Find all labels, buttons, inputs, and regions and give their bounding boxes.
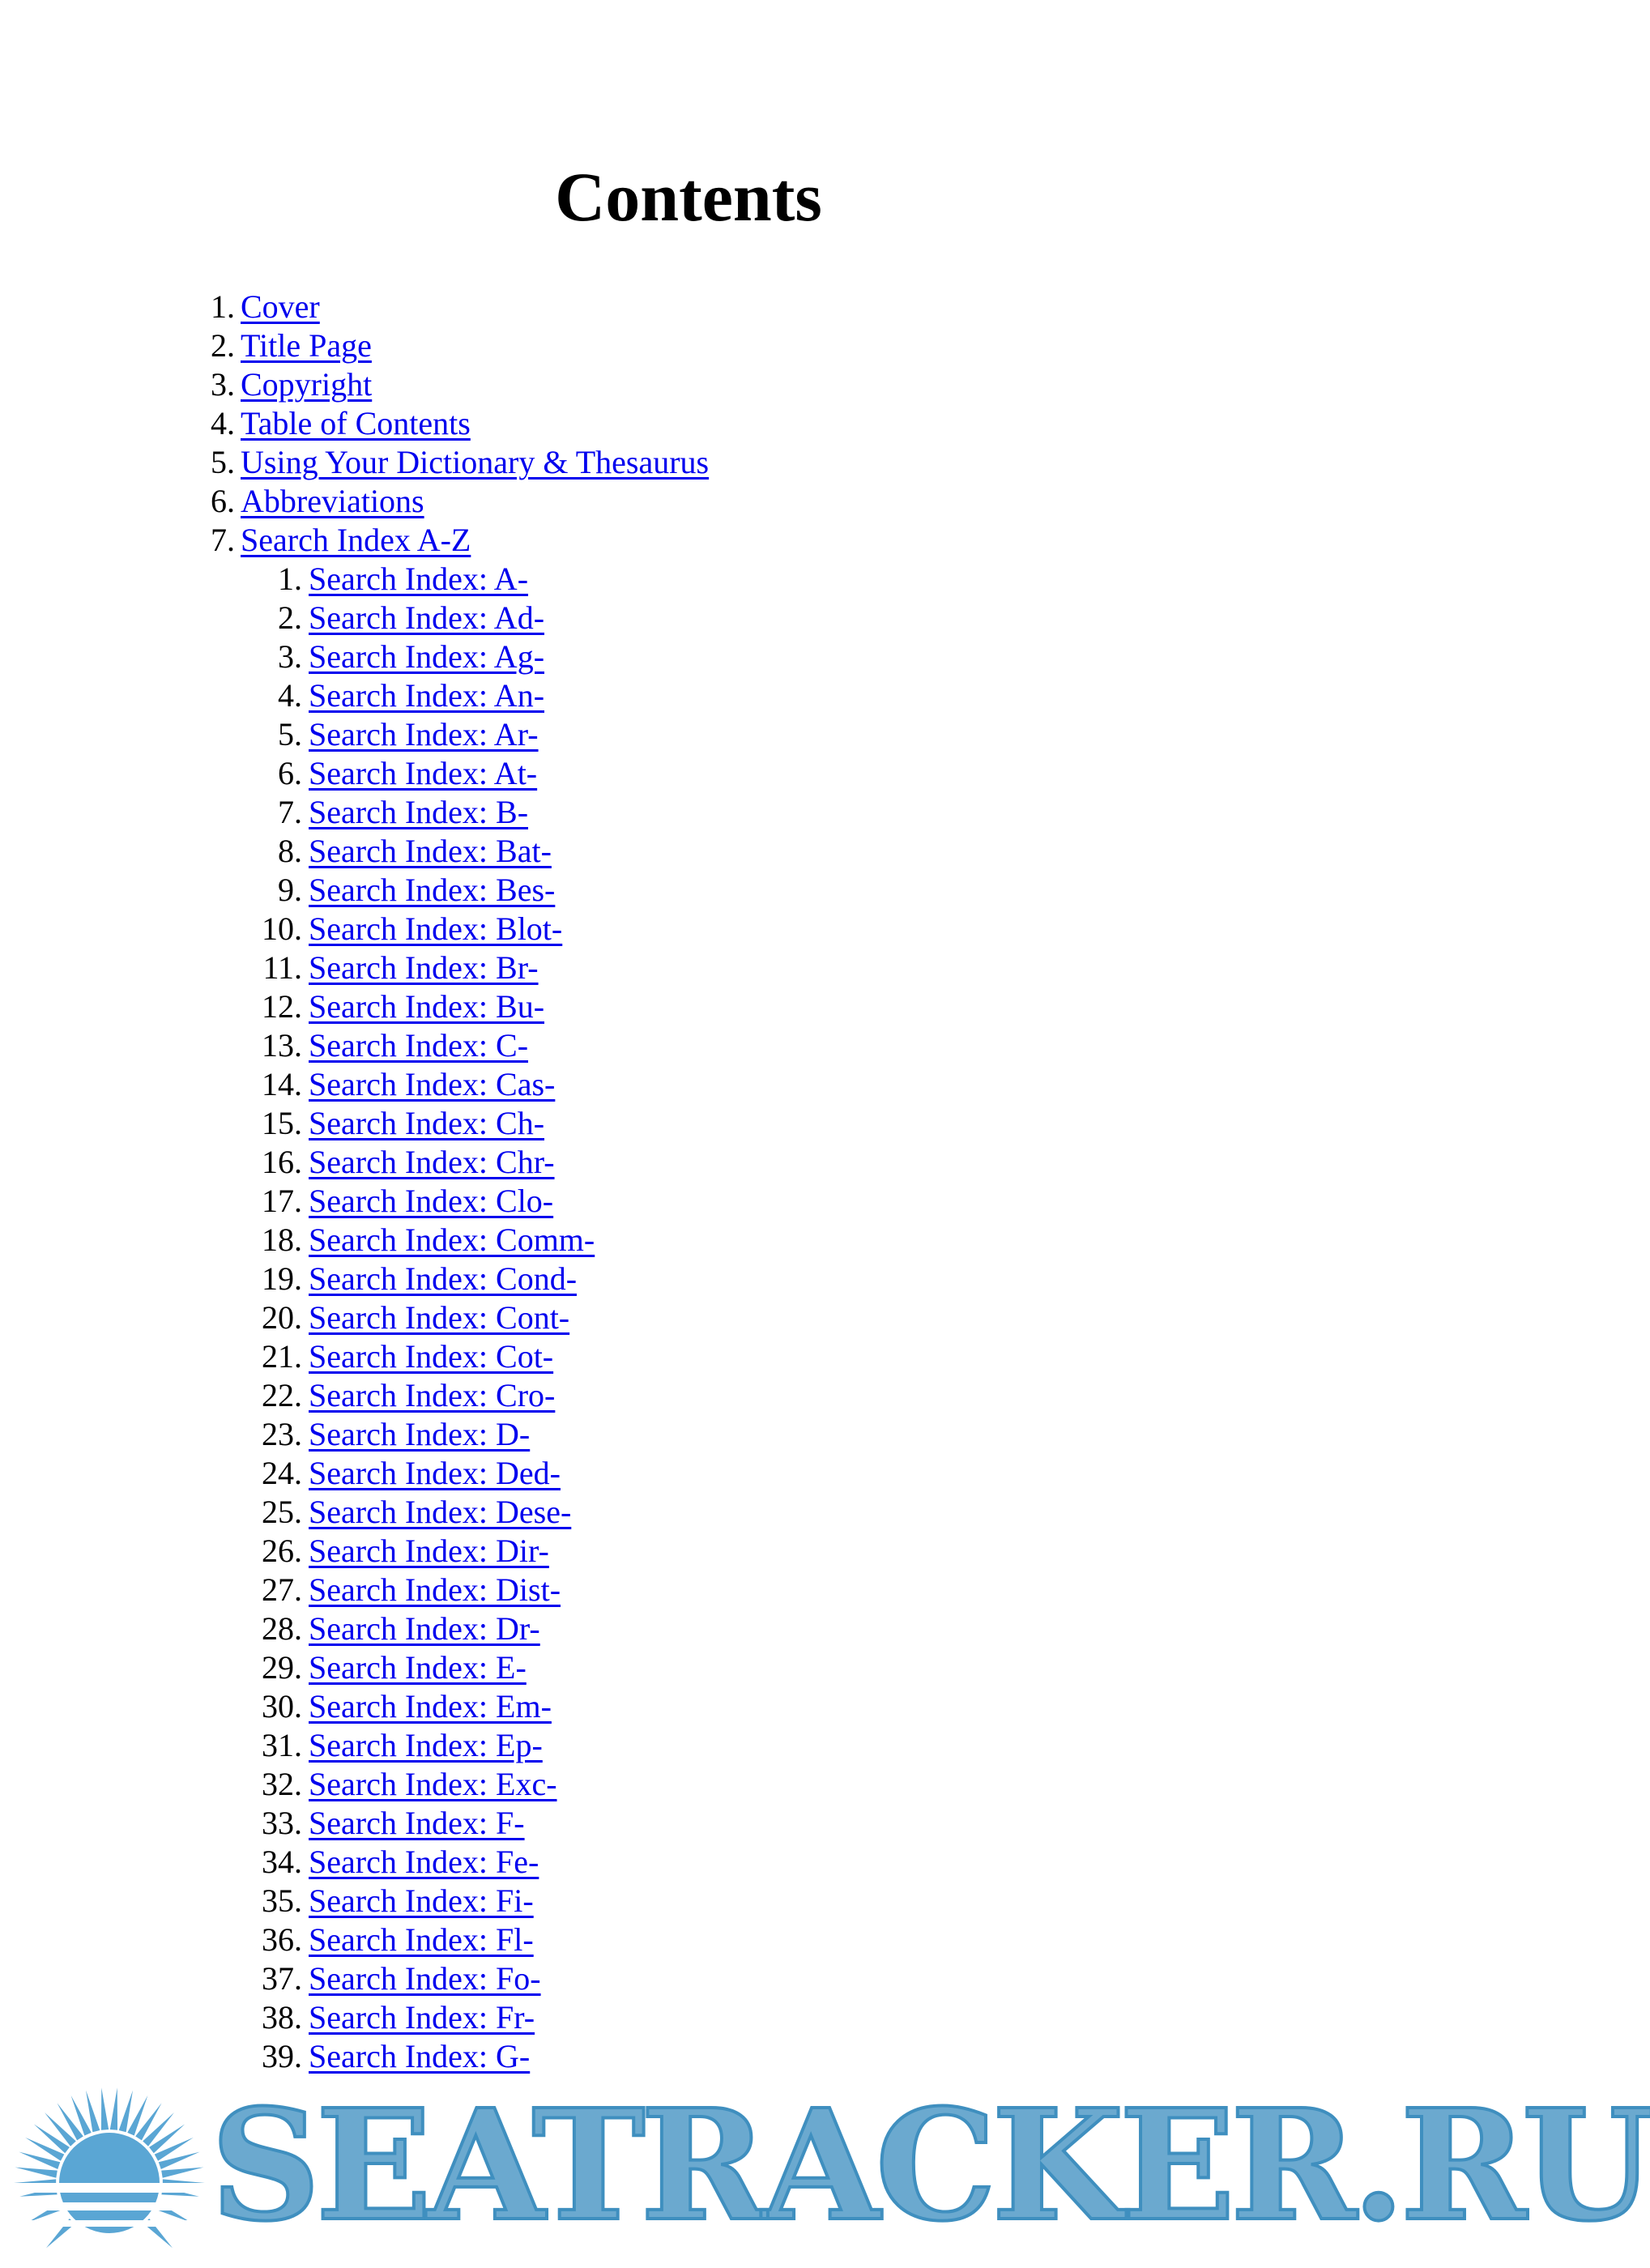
toc-entry-number: 18. xyxy=(262,1221,302,1258)
toc-entry-number: 32. xyxy=(262,1766,302,1802)
toc-entry-link[interactable]: Search Index: Comm- xyxy=(309,1221,595,1258)
sun-ray xyxy=(86,2091,100,2133)
toc-subentry xyxy=(0,1959,1377,1998)
toc-subentry xyxy=(0,637,1377,676)
toc-entry-number: 1. xyxy=(278,561,302,597)
toc-subentry xyxy=(0,1026,1377,1065)
toc-entry-link[interactable]: Search Index: F- xyxy=(309,1805,525,1841)
sun-ray xyxy=(15,2168,58,2178)
toc-entry-number: 25. xyxy=(262,1494,302,1530)
toc-entry xyxy=(0,521,1377,560)
toc-entry-number: 20. xyxy=(262,1299,302,1336)
toc-subentry xyxy=(0,1843,1377,1882)
sun-ray xyxy=(101,2087,109,2129)
toc-subentry xyxy=(0,1454,1377,1493)
toc-subentry xyxy=(0,987,1377,1026)
toc-entry-link[interactable]: Search Index: Ded- xyxy=(309,1455,561,1491)
toc-subentry xyxy=(0,1998,1377,2037)
toc-entry-number: 28. xyxy=(262,1610,302,1647)
toc-entry-link[interactable]: Search Index: Ag- xyxy=(309,638,545,675)
toc-entry-number: 10. xyxy=(262,910,302,947)
toc-entry-number: 8. xyxy=(278,833,302,869)
toc-entry-number: 4. xyxy=(211,405,235,441)
toc-subentry xyxy=(0,1260,1377,1298)
toc-entry-number: 13. xyxy=(262,1027,302,1064)
toc-entry xyxy=(0,288,1377,326)
table-of-contents xyxy=(0,288,1377,2076)
toc-entry-link[interactable]: Search Index: Ar- xyxy=(309,716,539,752)
watermark-text: SEATRACKER.RU xyxy=(211,2076,1650,2255)
sun-ray xyxy=(161,2168,203,2178)
sun-ray xyxy=(119,2091,133,2133)
toc-entry-link[interactable]: Search Index: C- xyxy=(309,1027,529,1064)
toc-entry-link[interactable]: Search Index: Cas- xyxy=(309,1066,556,1102)
page-title: Contents xyxy=(555,158,822,236)
toc-subentry xyxy=(0,1493,1377,1532)
toc-entry-link[interactable]: Search Index: An- xyxy=(309,677,545,714)
toc-entry-link[interactable]: Title Page xyxy=(241,327,372,364)
toc-entry-link[interactable]: Search Index: A- xyxy=(309,561,529,597)
toc-subentry xyxy=(0,1921,1377,1959)
toc-entry-number: 22. xyxy=(262,1377,302,1413)
toc-subentry xyxy=(0,1609,1377,1648)
toc-entry-number: 19. xyxy=(262,1260,302,1297)
toc-entry xyxy=(0,326,1377,365)
toc-entry-link[interactable]: Search Index: Cont- xyxy=(309,1299,570,1336)
toc-entry-number: 11. xyxy=(262,949,302,986)
toc-subentry xyxy=(0,1804,1377,1843)
toc-entry-number: 38. xyxy=(262,1999,302,2036)
toc-entry-number: 3. xyxy=(278,638,302,675)
toc-entry-link[interactable]: Search Index: Blot- xyxy=(309,910,563,947)
toc-entry-link[interactable]: Search Index: Dist- xyxy=(309,1571,561,1608)
toc-entry-number: 9. xyxy=(278,872,302,908)
toc-entry-number: 12. xyxy=(262,988,302,1025)
toc-entry-number: 5. xyxy=(278,716,302,752)
toc-subentry xyxy=(0,1571,1377,1609)
toc-subentry xyxy=(0,560,1377,599)
toc-subentry xyxy=(0,599,1377,637)
toc-subentry xyxy=(0,1298,1377,1337)
sun-ray xyxy=(34,2125,70,2154)
toc-subentry xyxy=(0,1065,1377,1104)
toc-entry-link[interactable]: Search Index: Dr- xyxy=(309,1610,540,1647)
toc-entry xyxy=(0,443,1377,482)
toc-entry-link[interactable]: Search Index: Chr- xyxy=(309,1144,555,1180)
toc-subentry xyxy=(0,676,1377,715)
toc-subentry xyxy=(0,1337,1377,1376)
toc-entry-link[interactable]: Search Index: Bat- xyxy=(309,833,552,869)
toc-entry-number: 36. xyxy=(262,1921,302,1958)
toc-entry-link[interactable]: Search Index: Clo- xyxy=(309,1183,554,1219)
toc-entry-number: 31. xyxy=(262,1727,302,1763)
toc-entry-number: 14. xyxy=(262,1066,302,1102)
toc-entry-link[interactable]: Search Index: Fi- xyxy=(309,1882,534,1919)
toc-subentry xyxy=(0,871,1377,910)
toc-entry-number: 6. xyxy=(278,755,302,791)
toc-subentry xyxy=(0,793,1377,832)
toc-entry-number: 37. xyxy=(262,1960,302,1997)
toc-subentry xyxy=(0,1221,1377,1260)
toc-entry-link[interactable]: Search Index: Fl- xyxy=(309,1921,534,1958)
toc-entry-number: 24. xyxy=(262,1455,302,1491)
toc-subentry xyxy=(0,1687,1377,1726)
toc-entry-number: 26. xyxy=(262,1533,302,1569)
toc-entry xyxy=(0,365,1377,404)
sun-ray xyxy=(135,2103,161,2140)
toc-entry-number: 2. xyxy=(211,327,235,364)
toc-subentry xyxy=(0,910,1377,949)
toc-entry-number: 15. xyxy=(262,1105,302,1141)
toc-subentry xyxy=(0,1415,1377,1454)
toc-subentry xyxy=(0,832,1377,871)
toc-entry-link[interactable]: Search Index: G- xyxy=(309,2038,531,2074)
toc-subentry xyxy=(0,1726,1377,1765)
sun-ray xyxy=(149,2125,185,2154)
toc-subentry xyxy=(0,1882,1377,1921)
toc-entry-number: 6. xyxy=(211,483,235,519)
toc-entry-link[interactable]: Search Index: Br- xyxy=(309,949,539,986)
toc-entry-link[interactable]: Search Index: Dir- xyxy=(309,1533,549,1569)
toc-entry-number: 35. xyxy=(262,1882,302,1919)
toc-entry-number: 1. xyxy=(211,288,235,325)
toc-subentry xyxy=(0,1104,1377,1143)
toc-entry-number: 33. xyxy=(262,1805,302,1841)
toc-entry-number: 27. xyxy=(262,1571,302,1608)
toc-entry-link[interactable]: Search Index: Cro- xyxy=(309,1377,556,1413)
toc-entry-number: 2. xyxy=(278,599,302,636)
toc-entry-link[interactable]: Search Index: At- xyxy=(309,755,538,791)
toc-entry-number: 4. xyxy=(278,677,302,714)
toc-entry-number: 34. xyxy=(262,1844,302,1880)
toc-entry-number: 30. xyxy=(262,1688,302,1724)
toc-entry-link[interactable]: Search Index: Dese- xyxy=(309,1494,572,1530)
toc-subentry xyxy=(0,949,1377,987)
toc-subentry xyxy=(0,1143,1377,1182)
sun-ray xyxy=(110,2087,117,2129)
toc-entry-link[interactable]: Search Index: Cond- xyxy=(309,1260,578,1297)
toc-entry xyxy=(0,404,1377,443)
toc-entry-number: 29. xyxy=(262,1649,302,1686)
toc-entry-number: 21. xyxy=(262,1338,302,1375)
toc-entry-link[interactable]: Table of Contents xyxy=(241,405,471,441)
toc-entry-link[interactable]: Search Index: Bu- xyxy=(309,988,545,1025)
toc-subentry xyxy=(0,715,1377,754)
toc-entry-number: 23. xyxy=(262,1416,302,1452)
toc-entry-link[interactable]: Cover xyxy=(241,288,320,325)
toc-entry-link[interactable]: Search Index: D- xyxy=(309,1416,531,1452)
toc-entry-link[interactable]: Copyright xyxy=(241,366,373,403)
toc-entry-link[interactable]: Search Index: B- xyxy=(309,794,529,830)
toc-entry-number: 16. xyxy=(262,1144,302,1180)
sun-icon xyxy=(8,2061,211,2264)
toc-subentry xyxy=(0,1532,1377,1571)
toc-entry-number: 39. xyxy=(262,2038,302,2074)
toc-entry-link[interactable]: Using Your Dictionary & Thesaurus xyxy=(241,444,710,480)
toc-entry-link[interactable]: Search Index: Bes- xyxy=(309,872,556,908)
toc-entry-link[interactable]: Search Index: Fr- xyxy=(309,1999,535,2036)
toc-entry-number: 7. xyxy=(211,522,235,558)
toc-entry-number: 17. xyxy=(262,1183,302,1219)
toc-entry-number: 5. xyxy=(211,444,235,480)
toc-entry-number: 7. xyxy=(278,794,302,830)
toc-entry-link[interactable]: Search Index: Fe- xyxy=(309,1844,539,1880)
toc-entry-link[interactable]: Search Index: Ep- xyxy=(309,1727,543,1763)
toc-entry-link[interactable]: Search Index: Fo- xyxy=(309,1960,541,1997)
toc-subentry xyxy=(0,1765,1377,1804)
toc-entry-link[interactable]: Search Index: Em- xyxy=(309,1688,552,1724)
toc-entry-link[interactable]: Search Index: Ch- xyxy=(309,1105,545,1141)
toc-entry-number: 3. xyxy=(211,366,235,403)
toc-entry-link[interactable]: Search Index: Cot- xyxy=(309,1338,554,1375)
toc-subentry xyxy=(0,754,1377,793)
toc-subentry xyxy=(0,1182,1377,1221)
toc-subentry xyxy=(0,1376,1377,1415)
toc-entry xyxy=(0,482,1377,521)
toc-entry-link[interactable]: Search Index: Ad- xyxy=(309,599,545,636)
toc-subentry xyxy=(0,1648,1377,1687)
toc-entry-link[interactable]: Search Index A-Z xyxy=(241,522,471,558)
sun-ray xyxy=(57,2103,83,2140)
toc-entry-link[interactable]: Search Index: Exc- xyxy=(309,1766,557,1802)
toc-entry-link[interactable]: Search Index: E- xyxy=(309,1649,527,1686)
toc-entry-link[interactable]: Abbreviations xyxy=(241,483,424,519)
